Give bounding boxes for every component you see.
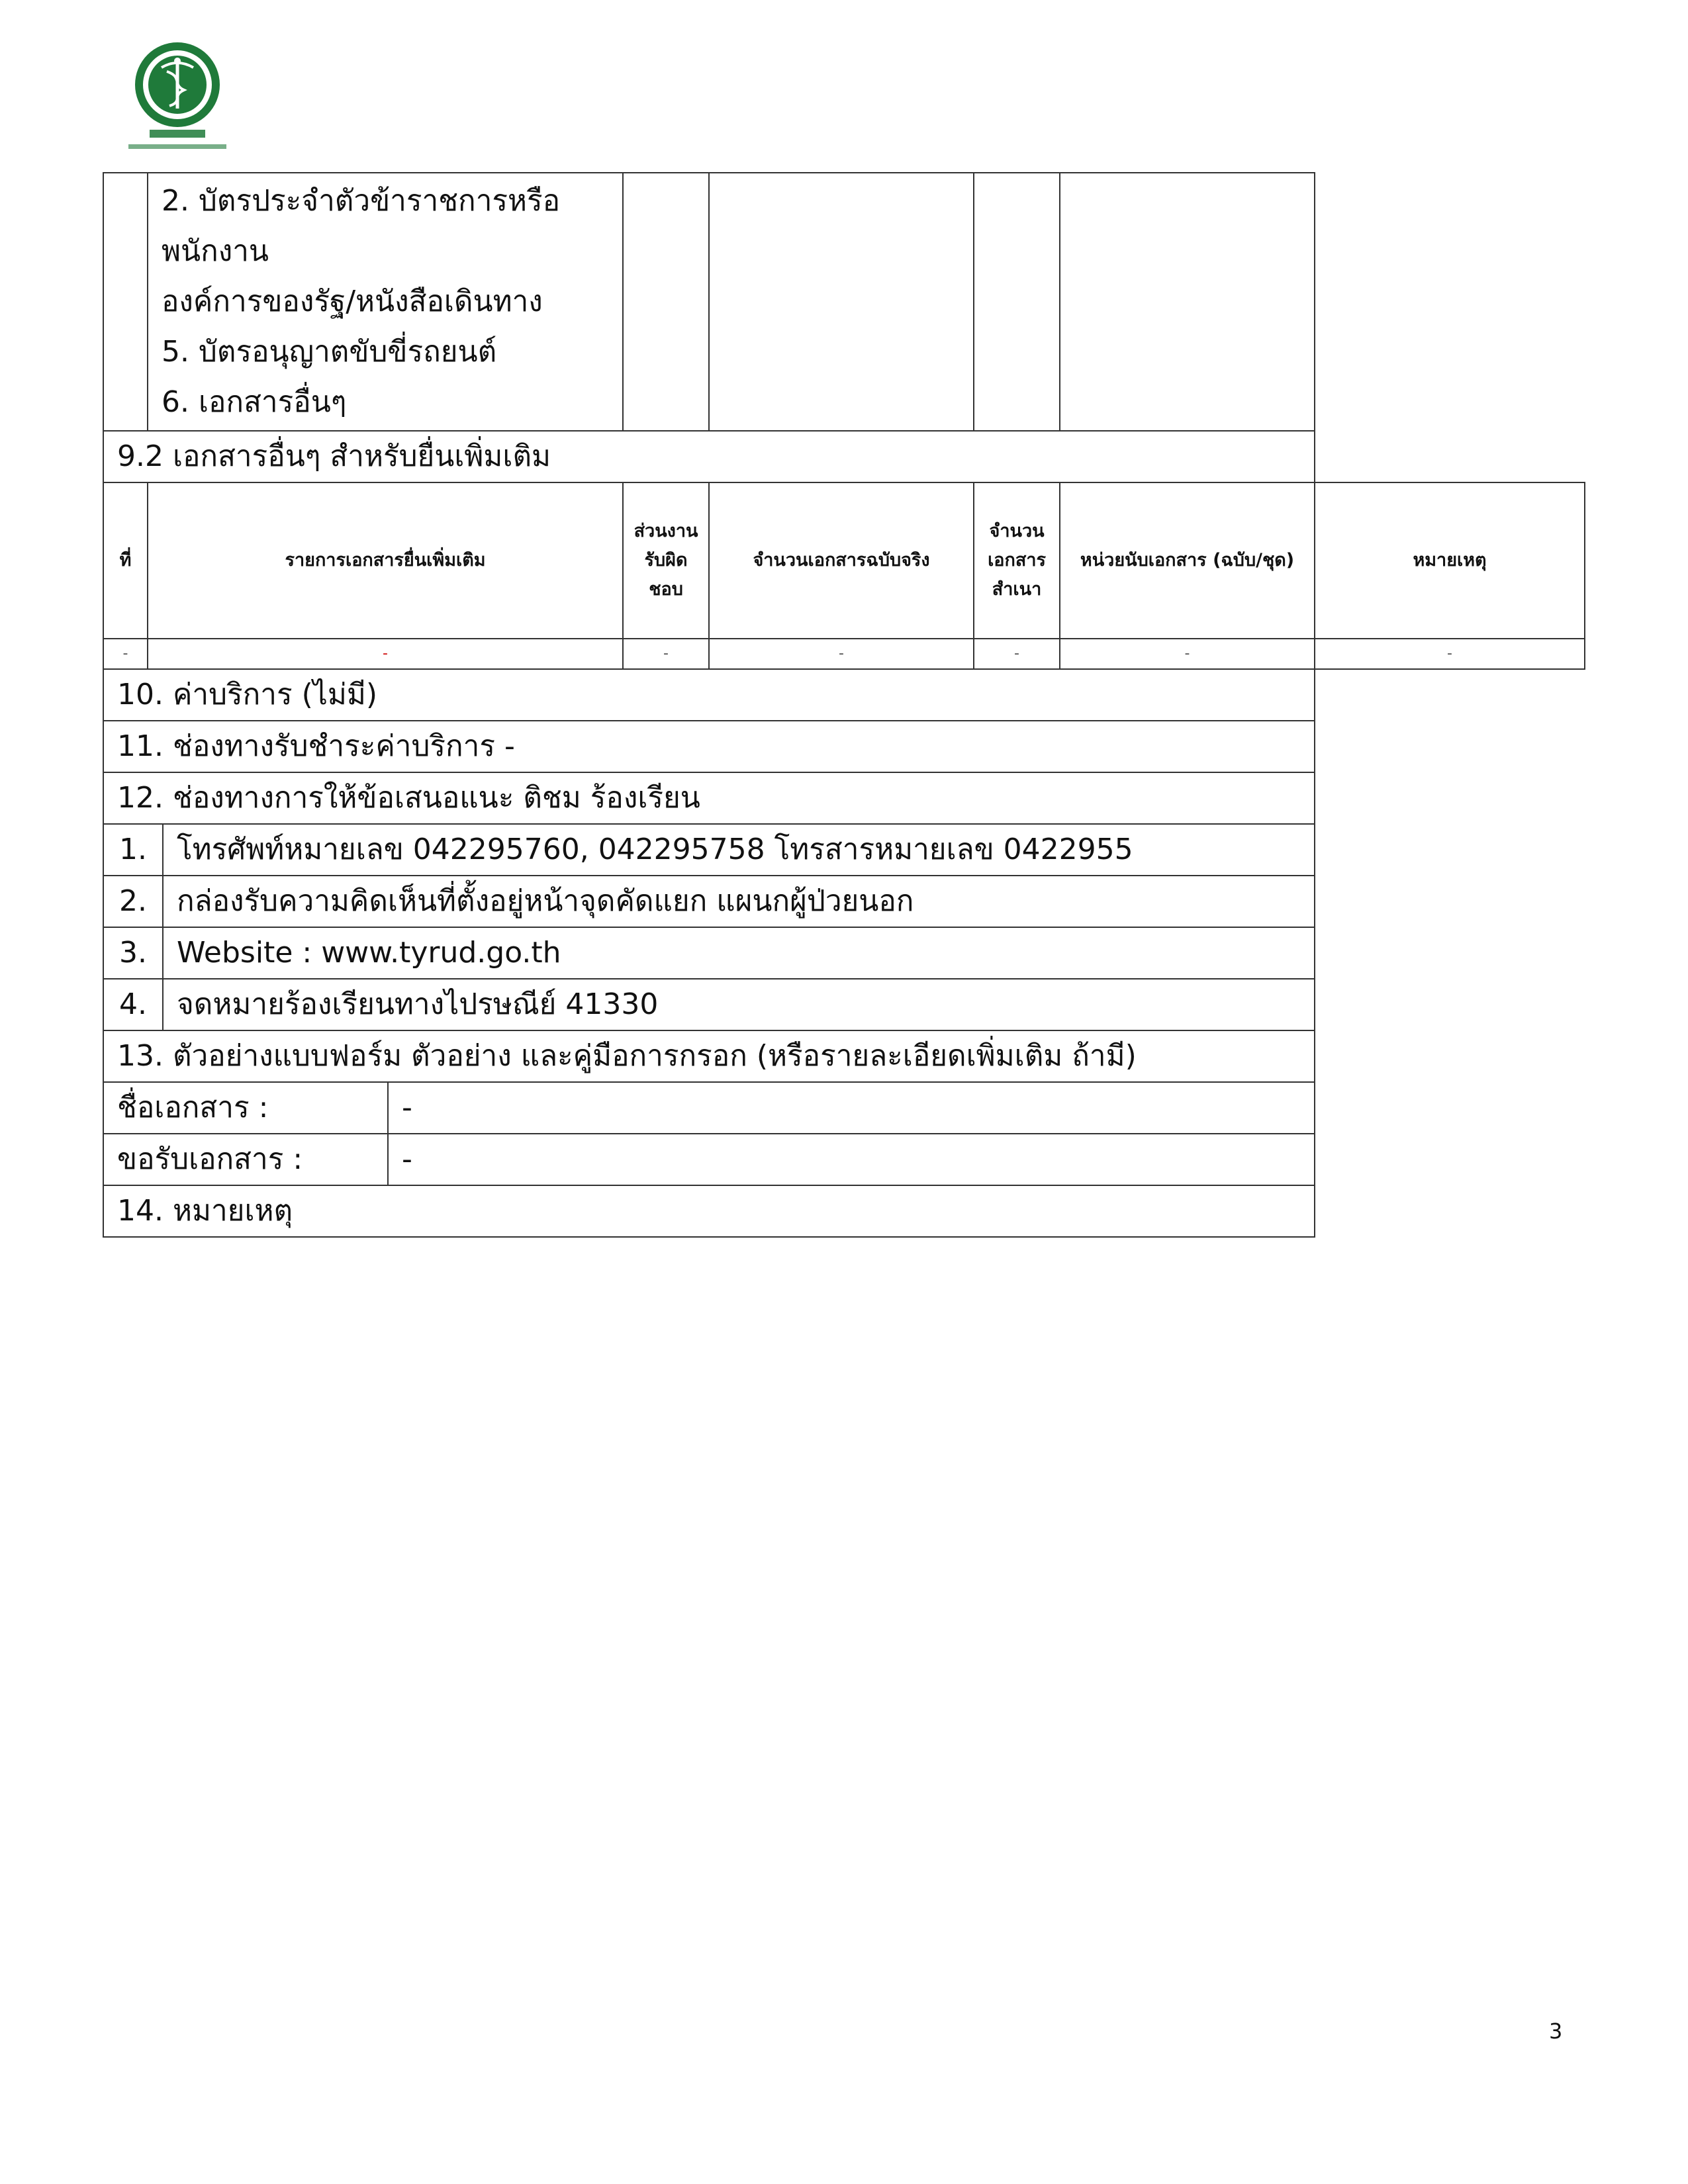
col-header-remark: หมายเหตุ: [1315, 482, 1585, 639]
section12-title: 12. ช่องทางการให้ข้อเสนอแนะ ติชม ร้องเรียน: [103, 772, 1315, 824]
section9-2-title: 9.2 เอกสารอื่นๆ สำหรับยื่นเพิ่มเติม: [103, 431, 1315, 482]
cell-no: -: [103, 639, 148, 669]
list-item: องค์การของรัฐ/หนังสือเดินทาง: [162, 285, 543, 318]
table-row: [103, 639, 1585, 669]
page-number: 3: [1549, 2019, 1563, 2044]
ministry-of-public-health-seal-icon: [118, 38, 237, 163]
section14-remarks: 14. หมายเหตุ: [103, 1185, 1315, 1237]
channel-number: 3.: [103, 927, 163, 979]
cell-item: -: [148, 639, 623, 669]
request-doc-value: -: [388, 1134, 1315, 1185]
section13-title: 13. ตัวอย่างแบบฟอร์ม ตัวอย่าง และคู่มือการกรอก (หรือรายละเอียดเพิ่มเติม ถ้ามี): [103, 1030, 1315, 1082]
list-item: 6. เอกสารอื่นๆ: [162, 385, 347, 419]
cell-agency: -: [623, 639, 709, 669]
channel-number: 1.: [103, 824, 163, 876]
col-header-original-count: จำนวนเอกสารฉบับจริง: [709, 482, 974, 639]
service-info-table: [103, 172, 1585, 1238]
cell-remark: -: [1315, 639, 1585, 669]
cell-unit: -: [1060, 639, 1315, 669]
list-item: [103, 979, 1585, 1030]
channel-number: 2.: [103, 876, 163, 927]
doc-name-label: ชื่อเอกสาร :: [103, 1082, 388, 1134]
list-item: 2. บัตรประจำตัวข้าราชการหรือพนักงาน: [162, 184, 561, 268]
cell-original-count: -: [709, 639, 974, 669]
list-item: 5. บัตรอนุญาตขับขี่รถยนต์: [162, 335, 497, 369]
channel-text: Website : www.tyrud.go.th: [163, 927, 1315, 979]
section9-2-header-row: [103, 482, 1585, 639]
section10-service-fee: 10. ค่าบริการ (ไม่มี): [103, 669, 1315, 721]
doc-name-value: -: [388, 1082, 1315, 1134]
channel-text: กล่องรับความคิดเห็นที่ตั้งอยู่หน้าจุดคัดแยก แผนกผู้ป่วยนอก: [163, 876, 1315, 927]
ministry-logo: [118, 38, 237, 163]
col-header-copy-count: จำนวนเอกสารสำเนา: [974, 482, 1060, 639]
col-header-no: ที่: [103, 482, 148, 639]
section11-payment-channel: 11. ช่องทางรับชำระค่าบริการ -: [103, 721, 1315, 772]
channel-number: 4.: [103, 979, 163, 1030]
channel-text: โทรศัพท์หมายเลข 042295760, 042295758 โทรสารหมายเลข 0422955: [163, 824, 1315, 876]
col-header-agency: ส่วนงานรับผิดชอบ: [623, 482, 709, 639]
col-header-item: รายการเอกสารยื่นเพิ่มเติม: [148, 482, 623, 639]
request-doc-label: ขอรับเอกสาร :: [103, 1134, 388, 1185]
channel-text: จดหมายร้องเรียนทางไปรษณีย์ 41330: [163, 979, 1315, 1030]
list-item: [103, 927, 1585, 979]
cell-copy-count: -: [974, 639, 1060, 669]
section9-1-continuation-row: [103, 173, 1585, 431]
identity-documents-list: [148, 173, 623, 431]
list-item: [103, 876, 1585, 927]
col-header-unit: หน่วยนับเอกสาร (ฉบับ/ชุด): [1060, 482, 1315, 639]
list-item: [103, 824, 1585, 876]
